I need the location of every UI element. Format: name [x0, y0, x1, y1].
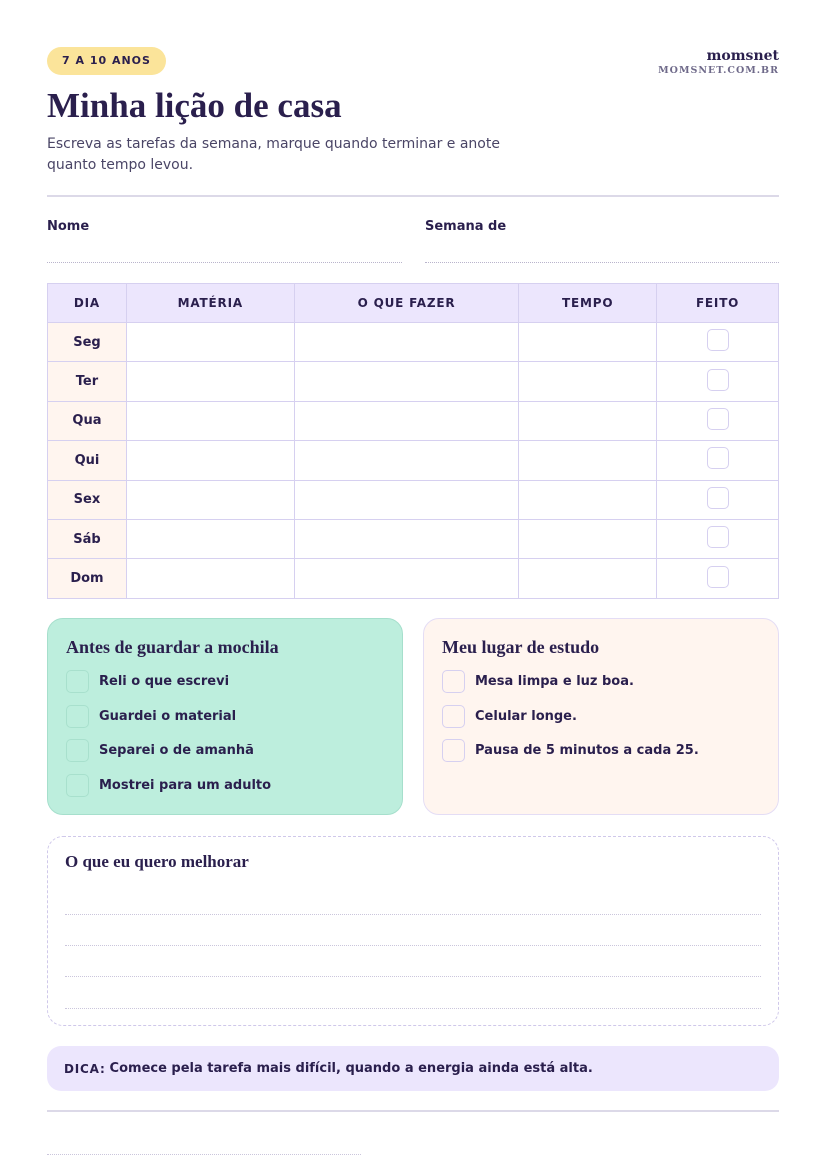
table-row [48, 519, 779, 558]
time-cell[interactable] [519, 441, 657, 480]
weekly-homework-table [47, 283, 779, 599]
checklist-item-label: Reli o que escrevi [99, 674, 230, 689]
checklist-item-label: Celular longe. [475, 708, 577, 724]
name-field-line[interactable] [47, 262, 402, 263]
page-title: Minha lição de casa [47, 86, 342, 125]
subject-cell[interactable] [126, 401, 294, 440]
name-field-label: Nome [47, 219, 90, 234]
table-row [48, 441, 779, 480]
checklist-checkbox[interactable] [442, 739, 465, 762]
checklist-checkbox[interactable] [66, 739, 89, 762]
checklist-item [442, 739, 760, 762]
task-cell[interactable] [294, 362, 519, 401]
column-header-subject: MATÉRIA [126, 284, 294, 323]
day-label: Sáb [48, 519, 127, 558]
day-label: Seg [48, 323, 127, 362]
time-cell[interactable] [519, 323, 657, 362]
day-label: Sex [48, 480, 127, 519]
subject-cell[interactable] [126, 519, 294, 558]
brand-name: momsnet [706, 48, 779, 64]
task-cell[interactable] [294, 441, 519, 480]
checklist-checkbox[interactable] [66, 774, 89, 797]
done-cell [657, 362, 779, 401]
task-cell[interactable] [294, 559, 519, 598]
column-header-time: TEMPO [519, 284, 657, 323]
checklist-checkbox[interactable] [66, 670, 89, 693]
task-cell[interactable] [294, 401, 519, 440]
age-badge: 7 A 10 ANOS [47, 47, 166, 75]
time-cell[interactable] [519, 401, 657, 440]
done-cell [657, 323, 779, 362]
checklist-item-label: Separei o de amanhã [99, 743, 254, 758]
table-header-row [48, 284, 779, 323]
checklist-checkbox[interactable] [66, 705, 89, 728]
subject-cell[interactable] [126, 480, 294, 519]
tip-label: DICA: [64, 1061, 106, 1076]
column-header-task: O QUE FAZER [294, 284, 519, 323]
table-row [48, 401, 779, 440]
task-cell[interactable] [294, 323, 519, 362]
subject-cell[interactable] [126, 323, 294, 362]
day-label: Qua [48, 401, 127, 440]
writing-line[interactable] [65, 914, 761, 915]
checklist-checkbox[interactable] [442, 670, 465, 693]
done-checkbox[interactable] [707, 329, 729, 351]
tip-text: Comece pela tarefa mais difícil, quando a energia ainda está alta. [109, 1061, 593, 1076]
day-label: Ter [48, 362, 127, 401]
table-row [48, 323, 779, 362]
column-header-done: FEITO [657, 284, 779, 323]
header-divider [47, 195, 779, 197]
done-checkbox[interactable] [707, 526, 729, 548]
done-checkbox[interactable] [707, 447, 729, 469]
done-checkbox[interactable] [707, 369, 729, 391]
checklist-item-label: Pausa de 5 minutos a cada 25. [475, 743, 699, 758]
day-label: Qui [48, 441, 127, 480]
done-cell [657, 480, 779, 519]
footer-divider [47, 1110, 779, 1112]
writing-line[interactable] [65, 976, 761, 977]
task-cell[interactable] [294, 480, 519, 519]
improvement-title: O que eu quero melhorar [65, 852, 249, 871]
checklist-item [66, 670, 384, 693]
checklist-item [442, 705, 760, 728]
checklist-item [66, 705, 384, 728]
done-checkbox[interactable] [707, 408, 729, 430]
tip-banner [47, 1046, 779, 1091]
table-row [48, 559, 779, 598]
done-cell [657, 401, 779, 440]
done-cell [657, 519, 779, 558]
done-checkbox[interactable] [707, 566, 729, 588]
checklist-item-label: Mostrei para um adulto [99, 777, 272, 793]
page-subtitle: Escreva as tarefas da semana, marque quando terminar e anote quanto tempo levou. [47, 136, 500, 173]
study-place-card [423, 618, 779, 815]
time-cell[interactable] [519, 480, 657, 519]
study-card-title: Meu lugar de estudo [442, 637, 600, 657]
backpack-card-title: Antes de guardar a mochila [66, 637, 279, 657]
week-field-line[interactable] [425, 262, 779, 263]
table-row [48, 362, 779, 401]
checklist-item-label: Guardei o material [99, 708, 237, 724]
signature-line[interactable] [47, 1154, 361, 1155]
time-cell[interactable] [519, 519, 657, 558]
done-cell [657, 441, 779, 480]
column-header-day: DIA [48, 284, 127, 323]
done-cell [657, 559, 779, 598]
table-row [48, 480, 779, 519]
improvement-notes-box [47, 836, 779, 1026]
brand-url: MOMSNET.COM.BR [658, 65, 779, 76]
day-label: Dom [48, 559, 127, 598]
time-cell[interactable] [519, 559, 657, 598]
writing-line[interactable] [65, 1008, 761, 1009]
brand [658, 48, 779, 76]
task-cell[interactable] [294, 519, 519, 558]
subject-cell[interactable] [126, 362, 294, 401]
subject-cell[interactable] [126, 441, 294, 480]
subject-cell[interactable] [126, 559, 294, 598]
checklist-item-label: Mesa limpa e luz boa. [475, 674, 634, 689]
backpack-checklist-card [47, 618, 403, 815]
week-field-label: Semana de [425, 219, 507, 234]
checklist-item [66, 774, 384, 797]
writing-line[interactable] [65, 945, 761, 946]
time-cell[interactable] [519, 362, 657, 401]
done-checkbox[interactable] [707, 487, 729, 509]
checklist-checkbox[interactable] [442, 705, 465, 728]
checklist-item [66, 739, 384, 762]
checklist-item [442, 670, 760, 693]
